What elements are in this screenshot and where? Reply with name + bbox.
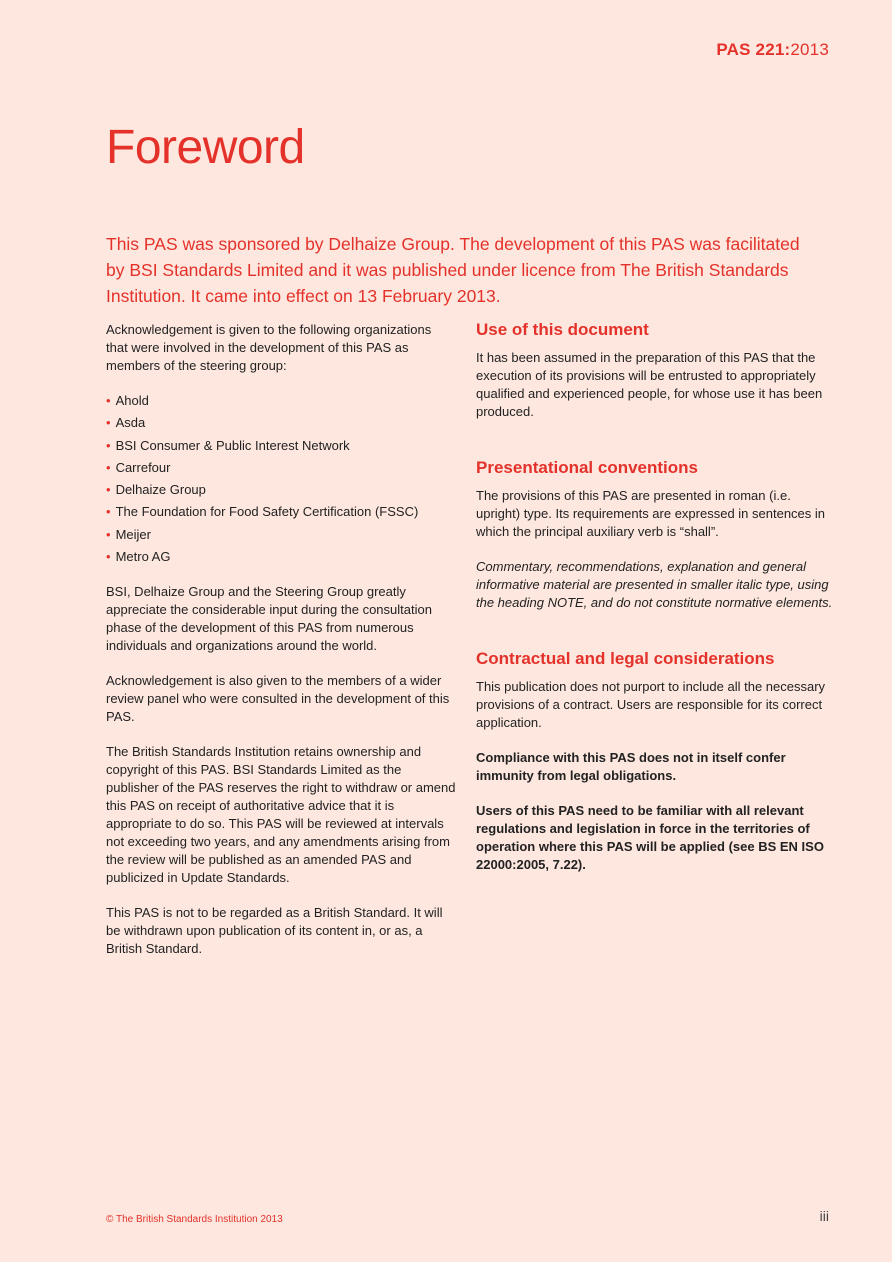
ownership-paragraph: The British Standards Institution retains ownership and copyright of this PAS. BSI Standards Limited as the publisher of the PAS reserves the right to withdraw or amend this PAS on receipt of authoritative advice that it is appropriate to do so. This PAS will be reviewed at intervals not exceeding two years, and any amendments arising from the review will be published as an amended PAS and publicized in Update Standards. [106, 744, 456, 886]
bullet-icon: • [106, 504, 111, 520]
list-item: • The Foundation for Food Safety Certification (FSSC) [106, 504, 419, 520]
bullet-icon: • [106, 415, 111, 431]
contractual-heading: Contractual and legal considerations [476, 649, 775, 668]
contractual-section [476, 650, 836, 874]
list-item: • Delhaize Group [106, 482, 206, 498]
copyright-notice: © The British Standards Institution 2013 [106, 1214, 283, 1225]
presentational-note: Commentary, recommendations, explanation and general informative material are presented in smaller italic type, using the heading NOTE, and do not constitute normative elements. [476, 559, 833, 610]
bullet-icon: • [106, 482, 111, 498]
review-panel-paragraph: Acknowledgement is also given to the members of a wider review panel who were consulted in the development of this PAS. [106, 673, 450, 725]
compliance-statement: Compliance with this PAS does not in itself confer immunity from legal obligations. [476, 750, 786, 783]
use-section [476, 321, 836, 421]
list-item: • Metro AG [106, 549, 171, 565]
bullet-icon: • [106, 459, 111, 475]
bullet-icon: • [106, 549, 111, 565]
document-reference [716, 40, 829, 60]
list-item: • Meijer [106, 526, 151, 542]
presentational-heading: Presentational conventions [476, 458, 698, 477]
intro-paragraph: This PAS was sponsored by Delhaize Group. The development of this PAS was facilitated by BSI Standards Limited and it was published under licence from The British Standards Institution. It came into effect on 13 February 2013. [106, 234, 800, 306]
contractual-text: This publication does not purport to include all the necessary provisions of a contract. Users are responsible for its correct application. [476, 679, 826, 730]
page-title: Foreword [106, 121, 305, 174]
document-year: 2013 [790, 40, 829, 59]
left-column [106, 321, 456, 975]
right-column [476, 321, 836, 892]
list-item: • Ahold [106, 393, 149, 408]
list-item: • Asda [106, 415, 146, 431]
document-code: PAS 221: [716, 40, 791, 59]
presentational-section [476, 459, 836, 612]
list-item: • BSI Consumer & Public Interest Network [106, 437, 350, 453]
list-item: • Carrefour [106, 459, 171, 475]
use-heading: Use of this document [476, 320, 649, 339]
bullet-icon: • [106, 393, 111, 408]
bullet-icon: • [106, 437, 111, 453]
presentational-text: The provisions of this PAS are presented in roman (i.e. upright) type. Its requirements are expressed in sentences in which the principal auxiliary verb is “shall”. [476, 488, 826, 539]
not-british-standard-paragraph: This PAS is not to be regarded as a British Standard. It will be withdrawn upon publication of its content in, or as, a British Standard. [106, 905, 443, 957]
users-statement: Users of this PAS need to be familiar with all relevant regulations and legislation in force in the territories of operation where this PAS will be applied (see BS EN ISO 22000:2005, 7.22). [476, 803, 824, 872]
page-number: iii [819, 1208, 829, 1224]
bullet-icon: • [106, 526, 111, 542]
steering-group-list [106, 392, 456, 566]
use-text: It has been assumed in the preparation of this PAS that the execution of its provisions will be entrusted to appropriately qualified and experienced people, for whose use it has been produced. [476, 350, 823, 419]
acknowledgement-intro: Acknowledgement is given to the following organizations that were involved in the development of this PAS as members of the steering group: [106, 322, 432, 373]
appreciation-paragraph: BSI, Delhaize Group and the Steering Group greatly appreciate the considerable input during the consultation phase of the development of this PAS from numerous individuals and organizations around the world. [106, 584, 432, 654]
